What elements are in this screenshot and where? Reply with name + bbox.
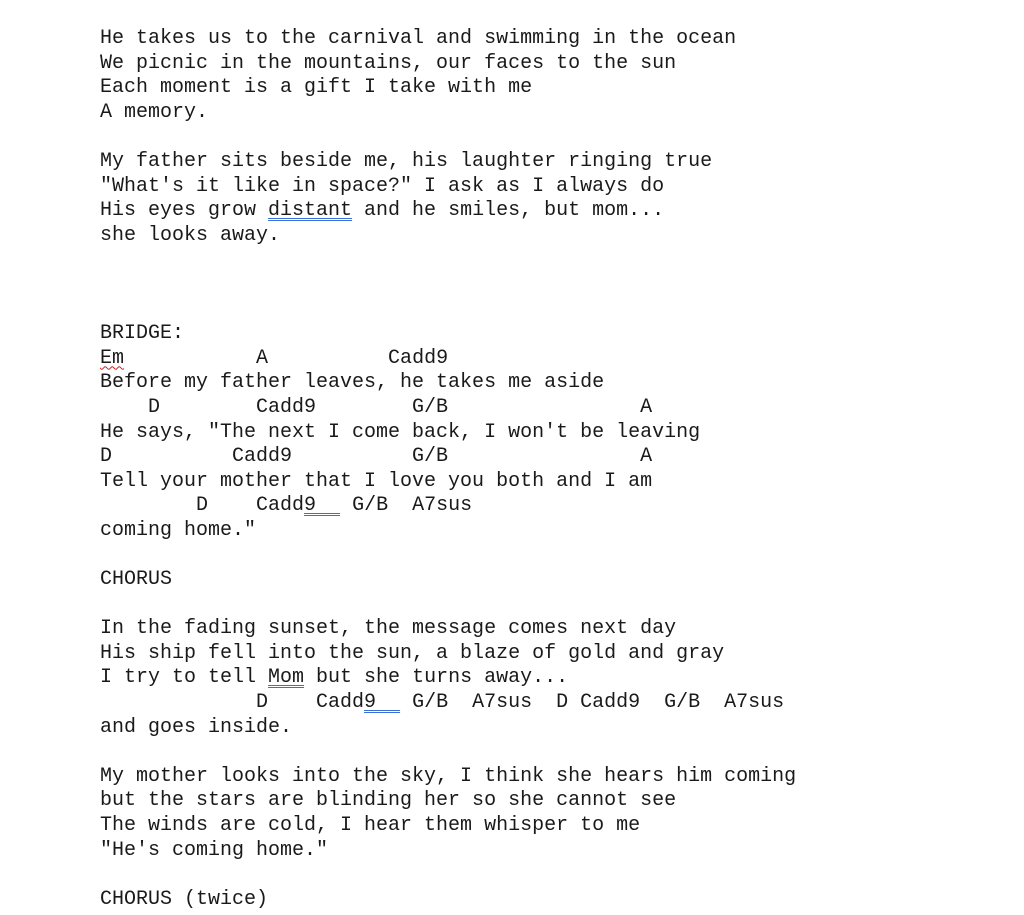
chord-text: A Cadd9 <box>124 346 449 370</box>
blank-line <box>100 273 1000 298</box>
section-heading-chorus-twice: CHORUS (twice) <box>100 887 269 911</box>
section-heading-bridge: BRIDGE: <box>100 322 185 346</box>
blank-line <box>100 543 1000 568</box>
grammar-flagged-word[interactable]: distant <box>268 199 353 223</box>
spelling-flagged-word[interactable]: Em <box>100 346 125 370</box>
lyric-line: "He's coming home." <box>100 838 329 862</box>
lyric-line: We picnic in the mountains, our faces to the sun <box>100 51 677 75</box>
chord-line <box>100 494 1000 519</box>
lyric-text: and he smiles, but mom... <box>352 199 665 223</box>
lyric-line: Before my father leaves, he takes me aside <box>100 371 605 395</box>
lyric-line: coming home." <box>100 518 257 542</box>
section-heading-chorus: CHORUS <box>100 568 173 592</box>
grammar-flagged-word[interactable]: 9 <box>304 494 341 518</box>
chord-text: D Cadd <box>100 691 365 715</box>
lyric-line: "What's it like in space?" I ask as I always do <box>100 174 665 198</box>
lyric-line: The winds are cold, I hear them whisper to me <box>100 814 641 837</box>
blank-line <box>100 863 1000 888</box>
grammar-flagged-word[interactable]: Mom <box>268 666 305 690</box>
chord-line <box>100 347 1000 372</box>
lyric-line: His ship fell into the sun, a blaze of gold and gray <box>100 641 725 665</box>
lyric-line: but the stars are blinding her so she cannot see <box>100 789 677 813</box>
blank-line <box>100 593 1000 618</box>
chord-line: D Cadd9 G/B A <box>100 445 653 469</box>
chord-text: G/B A7sus <box>340 494 473 518</box>
lyric-line <box>100 199 1000 224</box>
lyric-text: His eyes grow <box>100 199 269 223</box>
lyric-line: A memory. <box>100 100 209 124</box>
lyric-line: and goes inside. <box>100 715 293 739</box>
blank-line <box>100 125 1000 150</box>
chord-line: D Cadd9 G/B A <box>100 395 653 419</box>
lyric-line: My father sits beside me, his laughter ringing true <box>100 149 713 173</box>
lyric-line: My mother looks into the sky, I think she hears him coming <box>100 764 797 788</box>
chord-text: D Cadd <box>100 494 305 518</box>
grammar-flagged-word[interactable]: 9 <box>364 691 401 715</box>
lyric-text: I try to tell <box>100 666 269 690</box>
lyric-line: He takes us to the carnival and swimming in the ocean <box>100 27 737 50</box>
lyric-line: she looks away. <box>100 223 281 247</box>
blank-line <box>100 740 1000 765</box>
chord-text: G/B A7sus D Cadd9 G/B A7sus <box>400 691 785 715</box>
blank-line <box>100 248 1000 273</box>
lyrics-document <box>100 27 1000 912</box>
lyric-line: In the fading sunset, the message comes next day <box>100 617 677 641</box>
lyric-line: Tell your mother that I love you both and I am <box>100 469 653 493</box>
lyric-line: He says, "The next I come back, I won't be leaving <box>100 420 701 444</box>
lyric-line <box>100 666 1000 691</box>
lyric-line: Each moment is a gift I take with me <box>100 76 533 100</box>
blank-line <box>100 298 1000 323</box>
lyric-text: but she turns away... <box>304 666 569 690</box>
chord-line <box>100 691 1000 716</box>
